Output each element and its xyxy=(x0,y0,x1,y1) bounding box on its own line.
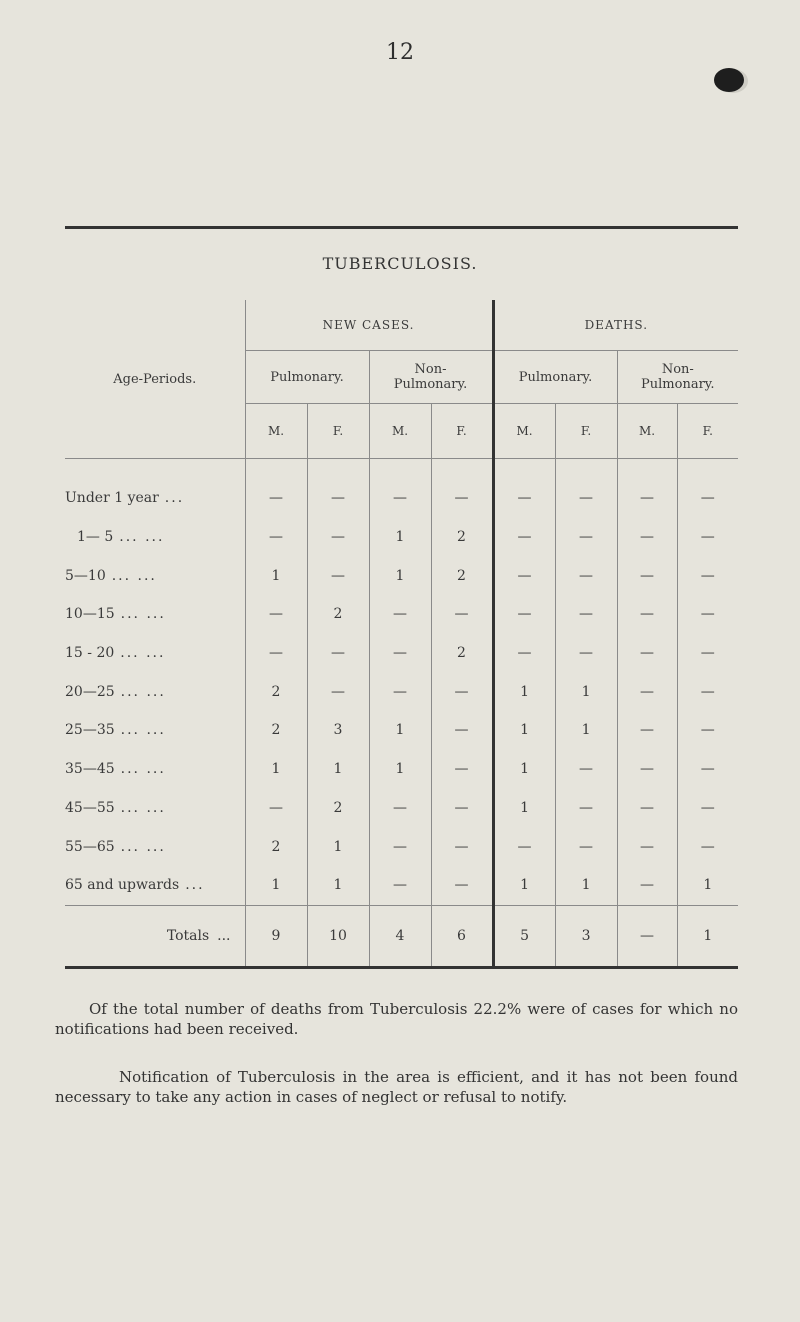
cell: 1 xyxy=(369,750,431,789)
age-label: 55—65 xyxy=(65,838,115,855)
new-pulmonary-header: Pulmonary. xyxy=(245,351,369,404)
m-header: M. xyxy=(369,404,431,459)
cell: — xyxy=(431,711,493,750)
leader-dots: ... ... xyxy=(120,722,166,739)
leader-dots: ... ... xyxy=(120,838,166,855)
table-row xyxy=(65,518,738,557)
cell: — xyxy=(245,634,307,673)
age-period-cell xyxy=(65,672,245,711)
cell: — xyxy=(555,750,617,789)
cell: 1 xyxy=(245,866,307,905)
cell: — xyxy=(431,827,493,866)
total-cell: 3 xyxy=(555,905,617,967)
cell: — xyxy=(369,827,431,866)
cell: — xyxy=(431,866,493,905)
deaths-pulmonary-header: Pulmonary. xyxy=(493,351,617,404)
m-header: M. xyxy=(493,404,555,459)
cell: — xyxy=(677,595,738,634)
non-pulmonary-line2: Pulmonary. xyxy=(393,377,468,392)
cell: 2 xyxy=(307,789,369,828)
totals-row xyxy=(65,905,738,967)
cell: 1 xyxy=(369,518,431,557)
age-period-cell xyxy=(65,595,245,634)
age-period-cell xyxy=(65,518,245,557)
cell: — xyxy=(677,672,738,711)
total-cell: 9 xyxy=(245,905,307,967)
table-row xyxy=(65,556,738,595)
cell: — xyxy=(307,634,369,673)
notification-efficiency-note: Notification of Tuberculosis in the area is efficient, and it has not been found necessary to take any action in cases of neglect or refusal to notify. xyxy=(55,1068,738,1106)
leader-dots: ... ... xyxy=(120,645,166,662)
cell: — xyxy=(369,459,431,518)
tuberculosis-table-wrap xyxy=(65,300,738,969)
new-cases-header: NEW CASES. xyxy=(245,300,493,351)
table-row xyxy=(65,750,738,789)
cell: — xyxy=(369,672,431,711)
table-body xyxy=(65,459,738,968)
cell: 1 xyxy=(307,866,369,905)
cell: — xyxy=(617,827,677,866)
cell: — xyxy=(677,518,738,557)
cell: — xyxy=(555,827,617,866)
table-row xyxy=(65,866,738,905)
cell: — xyxy=(677,789,738,828)
age-label: 10—15 xyxy=(65,606,115,623)
cell: — xyxy=(431,672,493,711)
cell: — xyxy=(493,634,555,673)
age-period-cell xyxy=(65,789,245,828)
cell: 1 xyxy=(245,750,307,789)
cell: — xyxy=(555,595,617,634)
m-header: M. xyxy=(617,404,677,459)
cell: — xyxy=(369,634,431,673)
cell: — xyxy=(555,459,617,518)
non-pulmonary-line2: Pulmonary. xyxy=(641,377,715,392)
cell: — xyxy=(617,711,677,750)
f-header: F. xyxy=(431,404,493,459)
cell: — xyxy=(307,518,369,557)
age-period-cell xyxy=(65,459,245,518)
cell: — xyxy=(307,672,369,711)
cell: 1 xyxy=(307,750,369,789)
cell: 2 xyxy=(245,672,307,711)
cell: — xyxy=(245,459,307,518)
total-cell: 1 xyxy=(677,905,738,967)
age-label: 45—55 xyxy=(65,799,115,816)
age-period-cell xyxy=(65,827,245,866)
table-row xyxy=(65,711,738,750)
total-cell: 10 xyxy=(307,905,369,967)
total-cell: 5 xyxy=(493,905,555,967)
cell: 2 xyxy=(307,595,369,634)
cell: 2 xyxy=(431,634,493,673)
leader-dots: ... xyxy=(164,490,185,507)
total-cell: 4 xyxy=(369,905,431,967)
leader-dots: ... ... xyxy=(120,683,166,700)
cell: 1 xyxy=(493,789,555,828)
cell: — xyxy=(245,595,307,634)
cell: — xyxy=(307,556,369,595)
cell: — xyxy=(677,827,738,866)
cell: 2 xyxy=(245,711,307,750)
cell: 1 xyxy=(493,750,555,789)
cell: — xyxy=(493,595,555,634)
cell: — xyxy=(493,556,555,595)
punch-hole xyxy=(714,68,744,92)
cell: — xyxy=(617,595,677,634)
cell: — xyxy=(431,595,493,634)
page-number: 12 xyxy=(386,40,414,65)
age-period-cell xyxy=(65,634,245,673)
cell: 3 xyxy=(307,711,369,750)
table-row xyxy=(65,672,738,711)
cell: — xyxy=(493,518,555,557)
age-period-cell xyxy=(65,711,245,750)
age-period-cell xyxy=(65,556,245,595)
cell: 1 xyxy=(493,711,555,750)
age-period-cell xyxy=(65,866,245,905)
f-header: F. xyxy=(677,404,738,459)
cell: 1 xyxy=(493,866,555,905)
cell: — xyxy=(369,789,431,828)
cell: — xyxy=(555,789,617,828)
m-header: M. xyxy=(245,404,307,459)
cell: 1 xyxy=(677,866,738,905)
age-label: 15 - 20 xyxy=(65,645,115,662)
cell: 1 xyxy=(307,827,369,866)
f-header: F. xyxy=(307,404,369,459)
age-label: 35—45 xyxy=(65,761,115,778)
cell: — xyxy=(555,518,617,557)
cell: — xyxy=(677,459,738,518)
age-label: Under 1 year xyxy=(65,490,159,507)
cell: — xyxy=(617,634,677,673)
age-label: 65 and upwards xyxy=(65,877,180,894)
cell: 1 xyxy=(555,711,617,750)
age-label: 5—10 xyxy=(65,567,106,584)
age-period-cell xyxy=(65,750,245,789)
cell: — xyxy=(677,750,738,789)
non-pulmonary-line1: Non- xyxy=(661,362,694,377)
totals-label: Totals xyxy=(166,927,210,944)
cell: — xyxy=(617,518,677,557)
table-row xyxy=(65,634,738,673)
tuberculosis-table xyxy=(65,300,738,969)
leader-dots: ... ... xyxy=(120,606,166,623)
cell: — xyxy=(369,595,431,634)
total-cell: — xyxy=(617,905,677,967)
deaths-non-pulmonary-header xyxy=(617,351,738,404)
totals-label-cell xyxy=(65,905,245,967)
cell: 1 xyxy=(369,711,431,750)
new-non-pulmonary-header xyxy=(369,351,493,404)
cell: — xyxy=(307,459,369,518)
leader-dots: ... xyxy=(217,927,231,944)
cell: 2 xyxy=(431,556,493,595)
leader-dots: ... ... xyxy=(111,567,157,584)
cell: — xyxy=(617,556,677,595)
non-pulmonary-line1: Non- xyxy=(414,362,447,377)
cell: — xyxy=(245,789,307,828)
cell: — xyxy=(617,672,677,711)
f-header: F. xyxy=(555,404,617,459)
cell: — xyxy=(617,459,677,518)
cell: — xyxy=(555,634,617,673)
table-row xyxy=(65,459,738,518)
cell: 2 xyxy=(431,518,493,557)
table-row xyxy=(65,789,738,828)
leader-dots: ... ... xyxy=(120,799,166,816)
table-row xyxy=(65,595,738,634)
cell: — xyxy=(617,750,677,789)
cell: — xyxy=(245,518,307,557)
cell: 1 xyxy=(245,556,307,595)
top-rule xyxy=(65,226,738,229)
age-label: 25—35 xyxy=(65,722,115,739)
cell: — xyxy=(677,711,738,750)
cell: 2 xyxy=(245,827,307,866)
cell: — xyxy=(431,789,493,828)
table-row xyxy=(65,827,738,866)
cell: — xyxy=(431,750,493,789)
age-label: 20—25 xyxy=(65,683,115,700)
leader-dots: ... ... xyxy=(120,761,166,778)
cell: — xyxy=(431,459,493,518)
deaths-header: DEATHS. xyxy=(493,300,738,351)
age-periods-header: Age-Periods. xyxy=(65,300,245,459)
cell: 1 xyxy=(369,556,431,595)
table-title: TUBERCULOSIS. xyxy=(322,254,478,273)
cell: 1 xyxy=(555,672,617,711)
cell: — xyxy=(369,866,431,905)
cell: — xyxy=(493,827,555,866)
deaths-notification-note: Of the total number of deaths from Tuberculosis 22.2% were of cases for which no notifications had been received. xyxy=(55,1000,738,1038)
leader-dots: ... ... xyxy=(119,529,165,546)
cell: — xyxy=(617,866,677,905)
cell: — xyxy=(677,556,738,595)
total-cell: 6 xyxy=(431,905,493,967)
age-label: 1— 5 xyxy=(77,529,114,546)
leader-dots: ... xyxy=(185,877,205,894)
cell: — xyxy=(677,634,738,673)
cell: 1 xyxy=(555,866,617,905)
cell: — xyxy=(555,556,617,595)
cell: — xyxy=(493,459,555,518)
cell: — xyxy=(617,789,677,828)
cell: 1 xyxy=(493,672,555,711)
